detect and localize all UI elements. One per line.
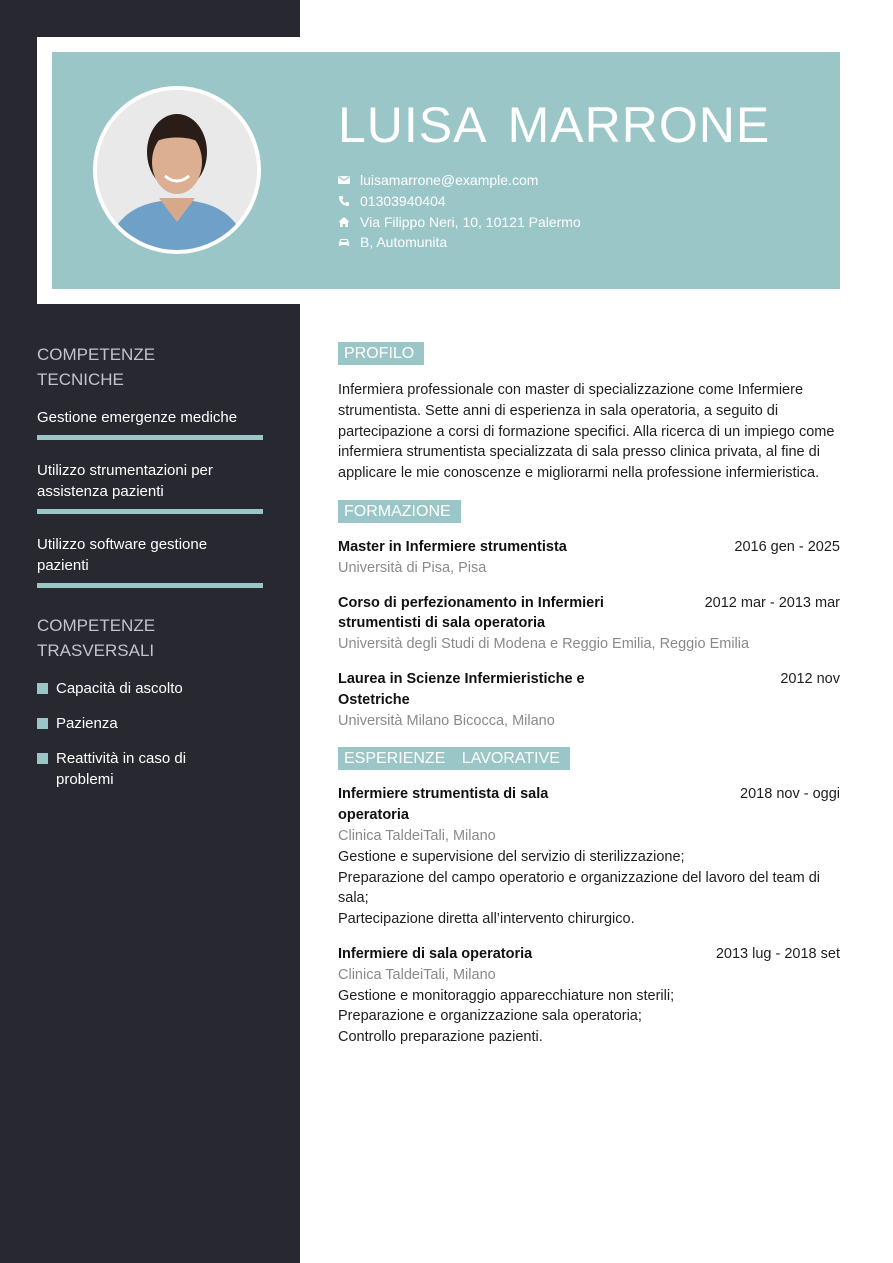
entry-institution: Università di Pisa, Pisa: [338, 559, 487, 576]
soft-skills-title: COMPETENZE TRASVERSALI: [37, 616, 156, 660]
entry-title: Master in Infermiere strumentista: [338, 538, 567, 555]
experience-entry: [338, 784, 840, 930]
entry-title: Corso di perfezionamento in Infermieri strumentisti di sala operatoria: [338, 594, 604, 632]
entry-employer: Clinica TaldeiTali, Milano: [338, 827, 496, 844]
entry-date: 2018 nov - oggi: [740, 786, 840, 803]
education-entry: [338, 669, 840, 731]
square-bullet-icon: [37, 718, 48, 729]
square-bullet-icon: [37, 753, 48, 764]
entry-date: 2012 nov: [780, 670, 840, 687]
entry-description-line: Gestione e monitoraggio apparecchiature non sterili;: [338, 987, 675, 1004]
entry-description-line: Preparazione del campo operatorio e organizzazione del lavoro del team di sala;: [338, 869, 821, 907]
tech-skill-level-bar: [37, 435, 263, 440]
entry-date: 2013 lug - 2018 set: [715, 945, 840, 962]
car-icon: [338, 236, 350, 248]
tech-skill-label: Utilizzo strumentazioni per assistenza pazienti: [37, 462, 213, 500]
main-content: [338, 342, 840, 1048]
profile-text: Infermiera professionale con master di specializzazione come Infermiere strumentista. Sette anni di esperienza in sala operatoria, a seguito di partecipazione a corsi di formazione specifici. Alla ricerca di un impiego come infermiera strumentista specializzata di sala presso clinica privata, al fine di applicare le mie conoscenze e migliorarmi nella professione infermieristica.: [338, 382, 835, 482]
list-item: [37, 678, 263, 699]
contact-email[interactable]: [338, 170, 581, 191]
tech-skill-label: Utilizzo software gestione pazienti: [37, 536, 208, 574]
list-item: [37, 713, 263, 734]
soft-skill-label: Pazienza: [56, 715, 118, 732]
tech-skill-level-bar: [37, 509, 263, 514]
contact-phone-text: 01303940404: [360, 193, 446, 210]
soft-skill-label: Reattività in caso di problemi: [56, 750, 187, 788]
entry-description-line: Preparazione e organizzazione sala operatoria;: [338, 1008, 642, 1025]
tech-skills-title: COMPETENZE TECNICHE: [37, 345, 156, 389]
mail-icon: [338, 174, 350, 186]
tech-skill-level-bar: [37, 583, 263, 588]
phone-icon: [338, 195, 350, 207]
contact-email-text: luisamarrone@example.com: [360, 172, 539, 189]
entry-title: Laurea in Scienze Infermieristiche e Ostetriche: [338, 670, 585, 708]
contact-address-text: Via Filippo Neri, 10, 10121 Palermo: [360, 213, 581, 230]
experience-entry: [338, 944, 840, 1048]
contact-license-text: B, Automunita: [360, 234, 448, 251]
entry-date: 2016 gen - 2025: [734, 538, 840, 555]
section-label-experience: ESPERIENZE LAVORATIVE: [338, 747, 570, 770]
contact-license: [338, 232, 581, 253]
profile-photo: [93, 86, 261, 254]
entry-description-line: Gestione e supervisione del servizio di sterilizzazione;: [338, 848, 685, 865]
tech-skill-label: Gestione emergenze mediche: [37, 409, 238, 426]
entry-title: Infermiere di sala operatoria: [338, 945, 533, 962]
home-icon: [338, 216, 350, 228]
section-label-education: FORMAZIONE: [338, 500, 461, 523]
soft-skill-label: Capacità di ascolto: [56, 680, 183, 697]
contact-phone[interactable]: [338, 191, 581, 212]
candidate-name: LUISA MARRONE: [338, 97, 771, 153]
entry-institution: Università Milano Bicocca, Milano: [338, 712, 555, 729]
contact-list: [338, 170, 581, 253]
soft-skills-list: [37, 678, 263, 790]
education-entry: [338, 537, 840, 579]
entry-description-line: Controllo preparazione pazienti.: [338, 1029, 543, 1046]
contact-address: [338, 211, 581, 232]
section-label-profile: PROFILO: [338, 342, 424, 365]
education-entry: [338, 593, 840, 655]
entry-employer: Clinica TaldeiTali, Milano: [338, 966, 496, 983]
square-bullet-icon: [37, 683, 48, 694]
entry-title: Infermiere strumentista di sala operatoria: [338, 786, 549, 824]
entry-date: 2012 mar - 2013 mar: [704, 594, 840, 611]
entry-institution: Università degli Studi di Modena e Reggio Emilia, Reggio Emilia: [338, 636, 750, 653]
sidebar-content: [37, 342, 263, 804]
person-portrait-icon: [97, 90, 257, 250]
list-item: [37, 748, 263, 790]
entry-description-line: Partecipazione diretta all’intervento chirurgico.: [338, 911, 635, 928]
